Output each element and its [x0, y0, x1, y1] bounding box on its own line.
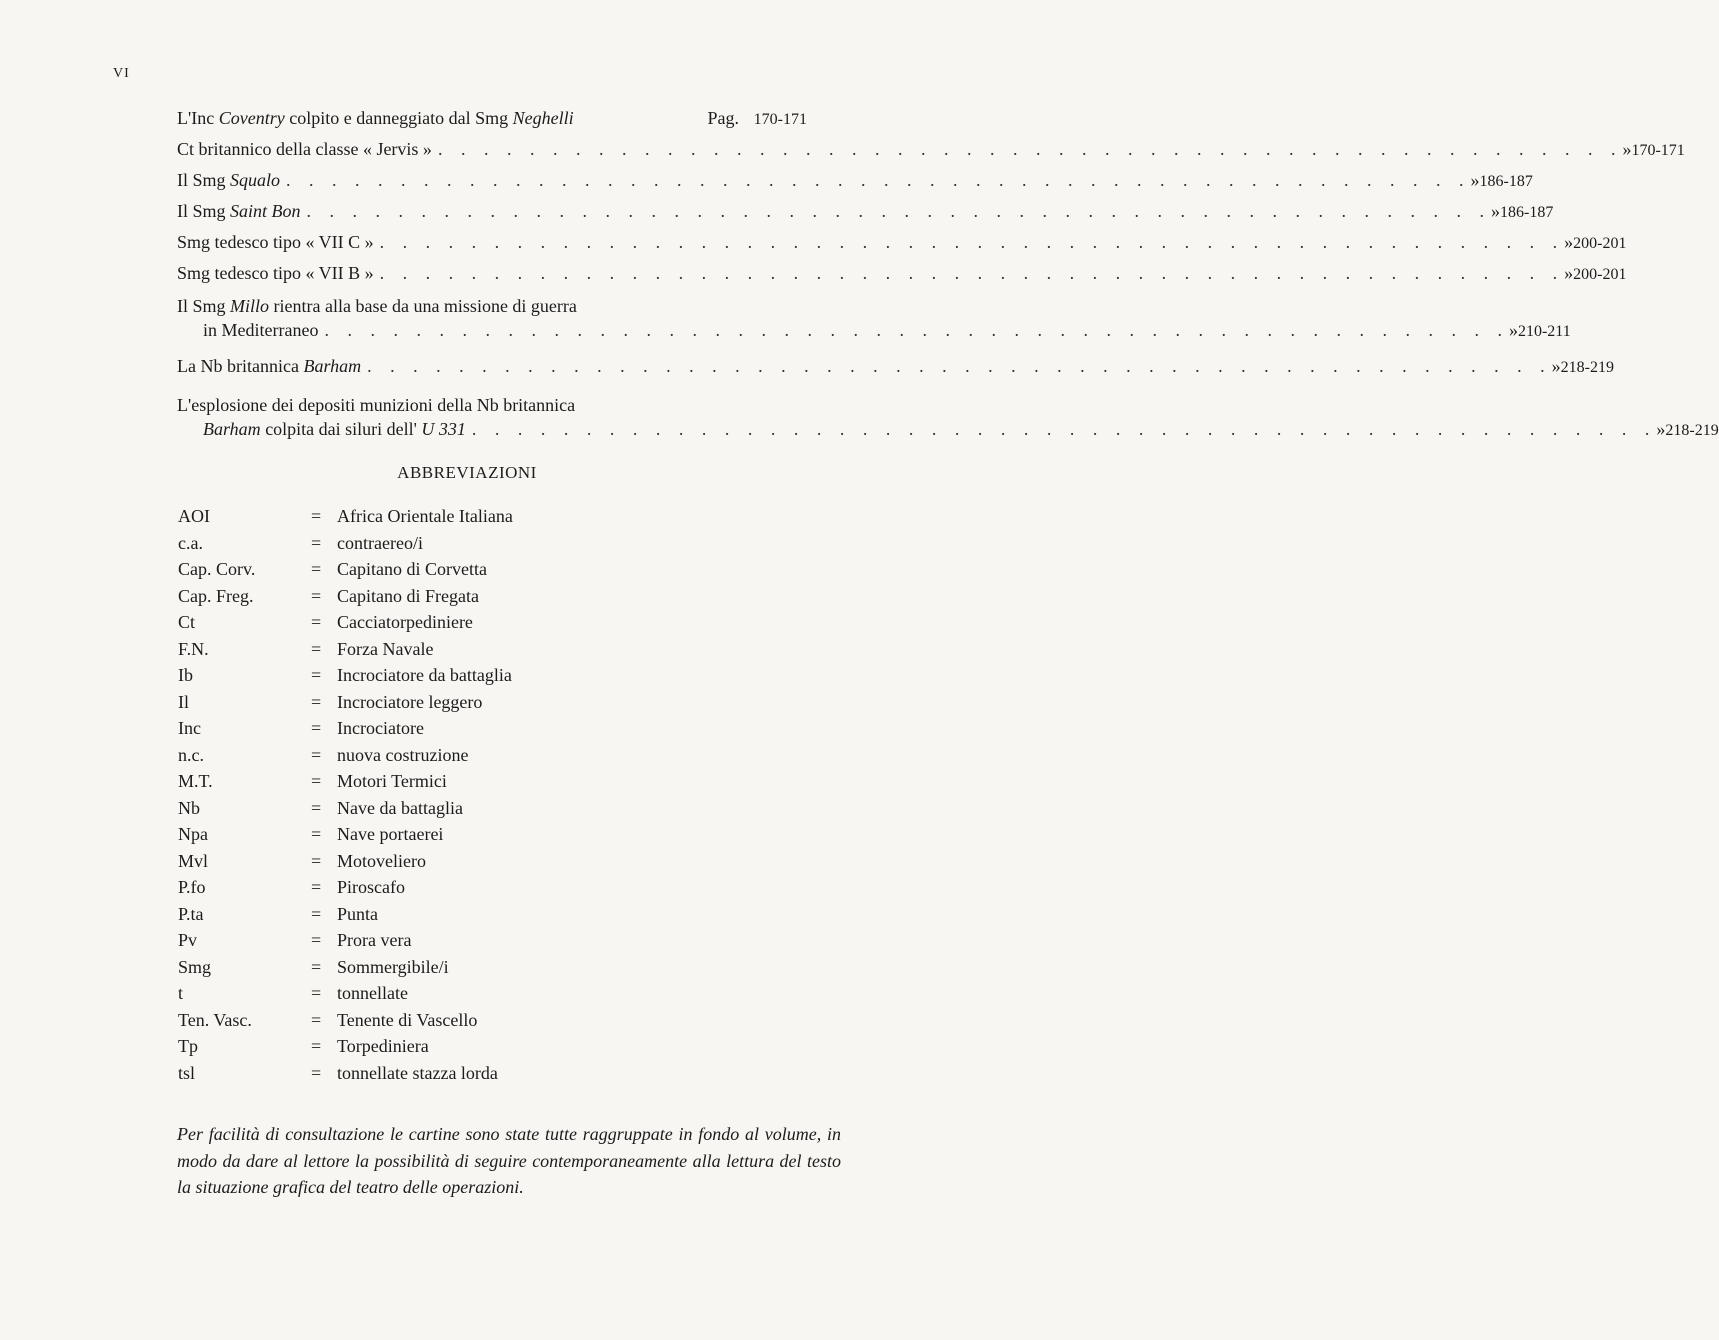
- equals-sign: =: [311, 824, 322, 844]
- abbreviation-row: [178, 612, 513, 639]
- abbreviation-meaning: Incrociatore da battaglia: [337, 665, 512, 685]
- italic-text: Saint Bon: [230, 201, 301, 221]
- toc-entry-title: [177, 263, 374, 284]
- footnote-note: Per facilità di consultazione le cartine sono state tutte raggruppate in fondo al volume, in modo da dare al lettore la possibilità di seguire contemporaneamente alla lettura del testo la situazione grafica del teatro delle operazioni.: [177, 1124, 841, 1197]
- text-segment: rientra alla base da una missione di guerra: [269, 296, 577, 316]
- equals-sign: =: [311, 559, 322, 579]
- abbreviation-meaning: Forza Navale: [337, 638, 434, 659]
- text-segment: colpito e danneggiato dal Smg: [284, 108, 513, 128]
- abbreviation-row: [178, 1036, 513, 1063]
- text-segment: colpita dai siluri dell': [260, 419, 422, 439]
- abbreviation-row: [178, 639, 513, 666]
- toc-entry-millo: [177, 296, 1571, 351]
- leader-dots: [374, 263, 1565, 284]
- abbreviation-meaning: Piroscafo: [337, 877, 405, 897]
- ditto-mark: »: [1551, 356, 1561, 376]
- abbreviation-key: Tp: [178, 1036, 198, 1056]
- abbreviation-key: Ten. Vasc.: [178, 1009, 252, 1030]
- abbreviation-row: [178, 904, 513, 931]
- text-segment: Il Smg: [177, 296, 231, 316]
- toc-entry-title: [177, 170, 280, 191]
- page-range: 218-219: [1665, 422, 1719, 439]
- illustrations-list: [177, 108, 1719, 450]
- abbreviation-key: Smg: [178, 956, 212, 977]
- abbreviation-row: [178, 798, 513, 825]
- abbreviation-meaning: Motoveliero: [337, 850, 426, 871]
- abbreviation-meaning: Torpediniera: [337, 1036, 429, 1056]
- ditto-mark: »: [1470, 170, 1480, 190]
- leader-dots: [432, 139, 1623, 160]
- abbreviation-meaning: Africa Orientale Italiana: [337, 506, 513, 526]
- abbreviation-row: [178, 983, 513, 1010]
- toc-entry-title-line2: [177, 419, 1719, 450]
- equals-sign: =: [311, 903, 322, 924]
- equals-sign: =: [311, 771, 322, 791]
- toc-entry: [177, 170, 1533, 201]
- abbreviation-row: [178, 718, 513, 745]
- toc-entry-barham: [177, 356, 1614, 387]
- abbreviation-meaning: Nave da battaglia: [337, 797, 463, 818]
- page-range: 186-187: [1479, 173, 1533, 190]
- text-segment: Smg tedesco tipo « VII B »: [177, 263, 374, 283]
- text-segment: La Nb britannica: [177, 356, 304, 376]
- ditto-mark: »: [1564, 232, 1574, 252]
- toc-entry-title: [203, 320, 318, 341]
- abbreviation-key: Ct: [178, 612, 196, 632]
- italic-text: U 331: [421, 419, 466, 439]
- abbreviation-key: M.T.: [178, 771, 213, 791]
- abbreviation-meaning: Prora vera: [337, 930, 412, 950]
- equals-sign: =: [311, 956, 322, 977]
- abbreviation-key: Ib: [178, 665, 193, 685]
- abbreviation-meaning: Incrociatore leggero: [337, 691, 483, 712]
- toc-entry: [177, 263, 1627, 294]
- abbreviation-row: [178, 1010, 513, 1037]
- toc-entry-title: [177, 356, 361, 377]
- abbreviation-key: Pv: [178, 930, 198, 950]
- abbreviation-key: Il: [178, 691, 189, 712]
- abbreviation-key: t: [178, 983, 184, 1003]
- italic-text: Millo: [230, 296, 270, 316]
- leader-dots: [280, 170, 1471, 191]
- italic-text: Barham: [203, 419, 261, 439]
- abbreviation-row: [178, 930, 513, 957]
- abbreviation-row: [178, 957, 513, 984]
- abbreviation-key: P.ta: [178, 903, 204, 924]
- ditto-mark: »: [1508, 320, 1518, 340]
- page-range: 170-171: [1631, 142, 1685, 159]
- equals-sign: =: [311, 1009, 322, 1030]
- abbreviation-meaning: Capitano di Fregata: [337, 585, 479, 606]
- leader-dots: [361, 356, 1552, 377]
- toc-entry-title-line1: [177, 296, 807, 320]
- page-range: 210-211: [1517, 323, 1571, 340]
- equals-sign: =: [311, 718, 322, 738]
- equals-sign: =: [311, 744, 322, 765]
- toc-entry: [177, 201, 1554, 232]
- equals-sign: =: [311, 1062, 322, 1083]
- abbreviation-key: Nb: [178, 797, 200, 818]
- italic-text: Barham: [303, 356, 362, 376]
- abbreviation-meaning: nuova costruzione: [337, 744, 469, 765]
- toc-entry: [177, 139, 1685, 170]
- abbreviation-row: [178, 824, 513, 851]
- abbreviation-key: Inc: [178, 718, 201, 738]
- toc-entry: [177, 232, 1627, 263]
- equals-sign: =: [311, 850, 322, 871]
- abbreviation-key: P.fo: [178, 877, 206, 897]
- abbreviation-meaning: Punta: [337, 903, 379, 924]
- equals-sign: =: [311, 930, 322, 950]
- ditto-mark: »: [1491, 201, 1501, 221]
- abbreviation-key: c.a.: [178, 532, 203, 553]
- abbreviation-key: tsl: [178, 1062, 196, 1083]
- page-range: 186-187: [1500, 204, 1554, 221]
- abbreviation-key: Cap. Freg.: [178, 585, 254, 606]
- equals-sign: =: [311, 983, 322, 1003]
- toc-entry-title: [177, 139, 432, 160]
- abbreviation-meaning: Incrociatore: [337, 718, 424, 738]
- abbreviation-key: F.N.: [178, 638, 209, 659]
- page-folio: VI: [113, 66, 130, 81]
- text-segment: Il Smg: [177, 170, 231, 190]
- abbreviation-key: Mvl: [178, 850, 209, 871]
- abbreviation-row: [178, 771, 513, 798]
- abbreviations-list: [178, 506, 513, 1089]
- toc-entry-title: [177, 201, 301, 222]
- italic-text: Squalo: [230, 170, 281, 190]
- page-range: 170-171: [753, 111, 807, 128]
- equals-sign: =: [311, 691, 322, 712]
- equals-sign: =: [311, 638, 322, 659]
- abbreviation-row: [178, 877, 513, 904]
- toc-single-rows: [177, 108, 1685, 294]
- leader-dots: [301, 201, 1492, 222]
- abbreviation-row: [178, 586, 513, 613]
- abbreviation-key: Npa: [178, 824, 208, 844]
- ditto-mark: »: [1622, 139, 1632, 159]
- equals-sign: =: [311, 797, 322, 818]
- abbreviation-meaning: contraereo/i: [337, 532, 423, 553]
- abbreviation-row: [178, 506, 513, 533]
- equals-sign: =: [311, 532, 322, 553]
- italic-text: Coventry: [218, 108, 285, 128]
- abbreviation-row: [178, 851, 513, 878]
- page-range: 200-201: [1573, 235, 1627, 252]
- text-segment: in Mediterraneo: [203, 320, 319, 340]
- ditto-mark: »: [1564, 263, 1574, 283]
- abbreviation-meaning: tonnellate stazza lorda: [337, 1062, 498, 1083]
- abbreviation-row: [178, 559, 513, 586]
- equals-sign: =: [311, 1036, 322, 1056]
- page-range: 200-201: [1573, 266, 1627, 283]
- text-segment: Smg tedesco tipo « VII C »: [177, 232, 374, 252]
- abbreviation-key: Cap. Corv.: [178, 559, 256, 579]
- toc-entry-explosion: [177, 395, 1719, 450]
- abbreviation-row: [178, 745, 513, 772]
- leader-dots: [374, 232, 1565, 253]
- abbreviation-row: [178, 1063, 513, 1090]
- toc-entry-title-line2: [177, 320, 1571, 351]
- toc-entry-title: [177, 232, 374, 253]
- page-prefix: Pag.: [707, 108, 739, 128]
- abbreviation-row: [178, 533, 513, 560]
- equals-sign: =: [311, 585, 322, 606]
- equals-sign: =: [311, 665, 322, 685]
- equals-sign: =: [311, 612, 322, 632]
- abbreviation-key: n.c.: [178, 744, 204, 765]
- toc-entry-title: [177, 108, 574, 129]
- abbreviation-meaning: Motori Termici: [337, 771, 447, 791]
- equals-sign: =: [311, 877, 322, 897]
- abbreviation-row: [178, 665, 513, 692]
- abbreviation-meaning: Nave portaerei: [337, 824, 444, 844]
- toc-entry: [177, 108, 807, 139]
- italic-text: Neghelli: [512, 108, 574, 128]
- abbreviation-meaning: Cacciatorpediniere: [337, 612, 473, 632]
- text-segment: Ct britannico della classe « Jervis »: [177, 139, 432, 159]
- abbreviation-meaning: Tenente di Vascello: [337, 1009, 478, 1030]
- page-range: 218-219: [1560, 359, 1614, 376]
- toc-entry-title: [203, 419, 466, 440]
- leader-dots: [318, 320, 1509, 341]
- abbreviation-meaning: tonnellate: [337, 983, 408, 1003]
- abbreviation-row: [178, 692, 513, 719]
- text-segment: Il Smg: [177, 201, 231, 221]
- ditto-mark: »: [1656, 419, 1666, 439]
- abbreviation-meaning: Sommergibile/i: [337, 956, 449, 977]
- text-segment: L'Inc: [177, 108, 219, 128]
- abbreviation-meaning: Capitano di Corvetta: [337, 559, 487, 579]
- abbreviation-key: AOI: [178, 506, 210, 526]
- abbreviations-heading: ABBREVIAZIONI: [397, 463, 537, 482]
- leader-dots: [466, 419, 1657, 440]
- equals-sign: =: [311, 506, 322, 526]
- text-segment: L'esplosione dei depositi munizioni della Nb britannica: [177, 395, 576, 415]
- toc-entry-title-line1: [177, 395, 807, 419]
